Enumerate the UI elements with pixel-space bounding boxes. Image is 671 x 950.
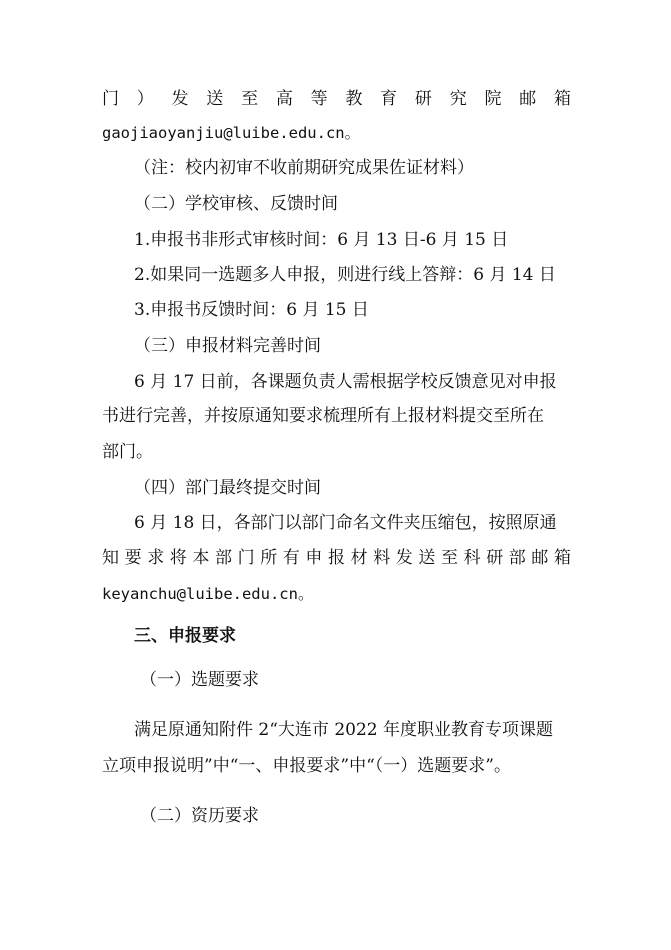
- subheading-school-review-time: （二）学校审核、反馈时间: [134, 194, 338, 214]
- paragraph-final-submission-line-1: 6 月 18 日，各部门以部门命名文件夹压缩包，按照原通: [134, 513, 557, 533]
- paragraph-topic-line-2: 立项申报说明”中“一、申报要求”中“（一）选题要求”。: [102, 756, 511, 776]
- note-no-supporting-materials: （注：校内初审不收前期研究成果佐证材料）: [134, 158, 474, 178]
- paragraph-final-submission-line-2: 知 要 求 将 本 部 门 所 有 申 报 材 料 发 送 至 科 研 部 邮 箱: [102, 548, 571, 568]
- paragraph-improvement-line-2: 书进行完善，并按原通知要求梳理所有上报材料提交至所在: [102, 406, 544, 426]
- subheading-material-improvement-time: （三）申报材料完善时间: [134, 336, 321, 356]
- email-gaojiaoyanjiu: gaojiaoyanjiu@luibe.edu.cn。: [102, 124, 361, 142]
- paragraph-topic-line-1: 满足原通知附件 2“大连市 2022 年度职业教育专项课题: [134, 720, 553, 740]
- paragraph-improvement-line-3: 部门。: [102, 442, 153, 462]
- section-heading-requirements: 三、申报要求: [134, 626, 236, 646]
- paragraph-improvement-line-1: 6 月 17 日前，各课题负责人需根据学校反馈意见对申报: [134, 372, 557, 392]
- item-online-defense: 2.如果同一选题多人申报，则进行线上答辩：6 月 14 日: [134, 265, 556, 285]
- subheading-qualification-requirements: （二）资历要求: [140, 806, 259, 826]
- paragraph-line-send-to-research-institute: 门 ） 发 送 至 高 等 教 育 研 究 院 邮 箱: [102, 89, 571, 109]
- item-feedback-time: 3.申报书反馈时间：6 月 15 日: [134, 300, 369, 320]
- subheading-topic-requirements: （一）选题要求: [140, 670, 259, 690]
- email-keyanchu: keyanchu@luibe.edu.cn。: [102, 585, 314, 603]
- subheading-final-submission-time: （四）部门最终提交时间: [134, 478, 321, 498]
- item-informal-review-time: 1.申报书非形式审核时间：6 月 13 日-6 月 15 日: [134, 230, 509, 250]
